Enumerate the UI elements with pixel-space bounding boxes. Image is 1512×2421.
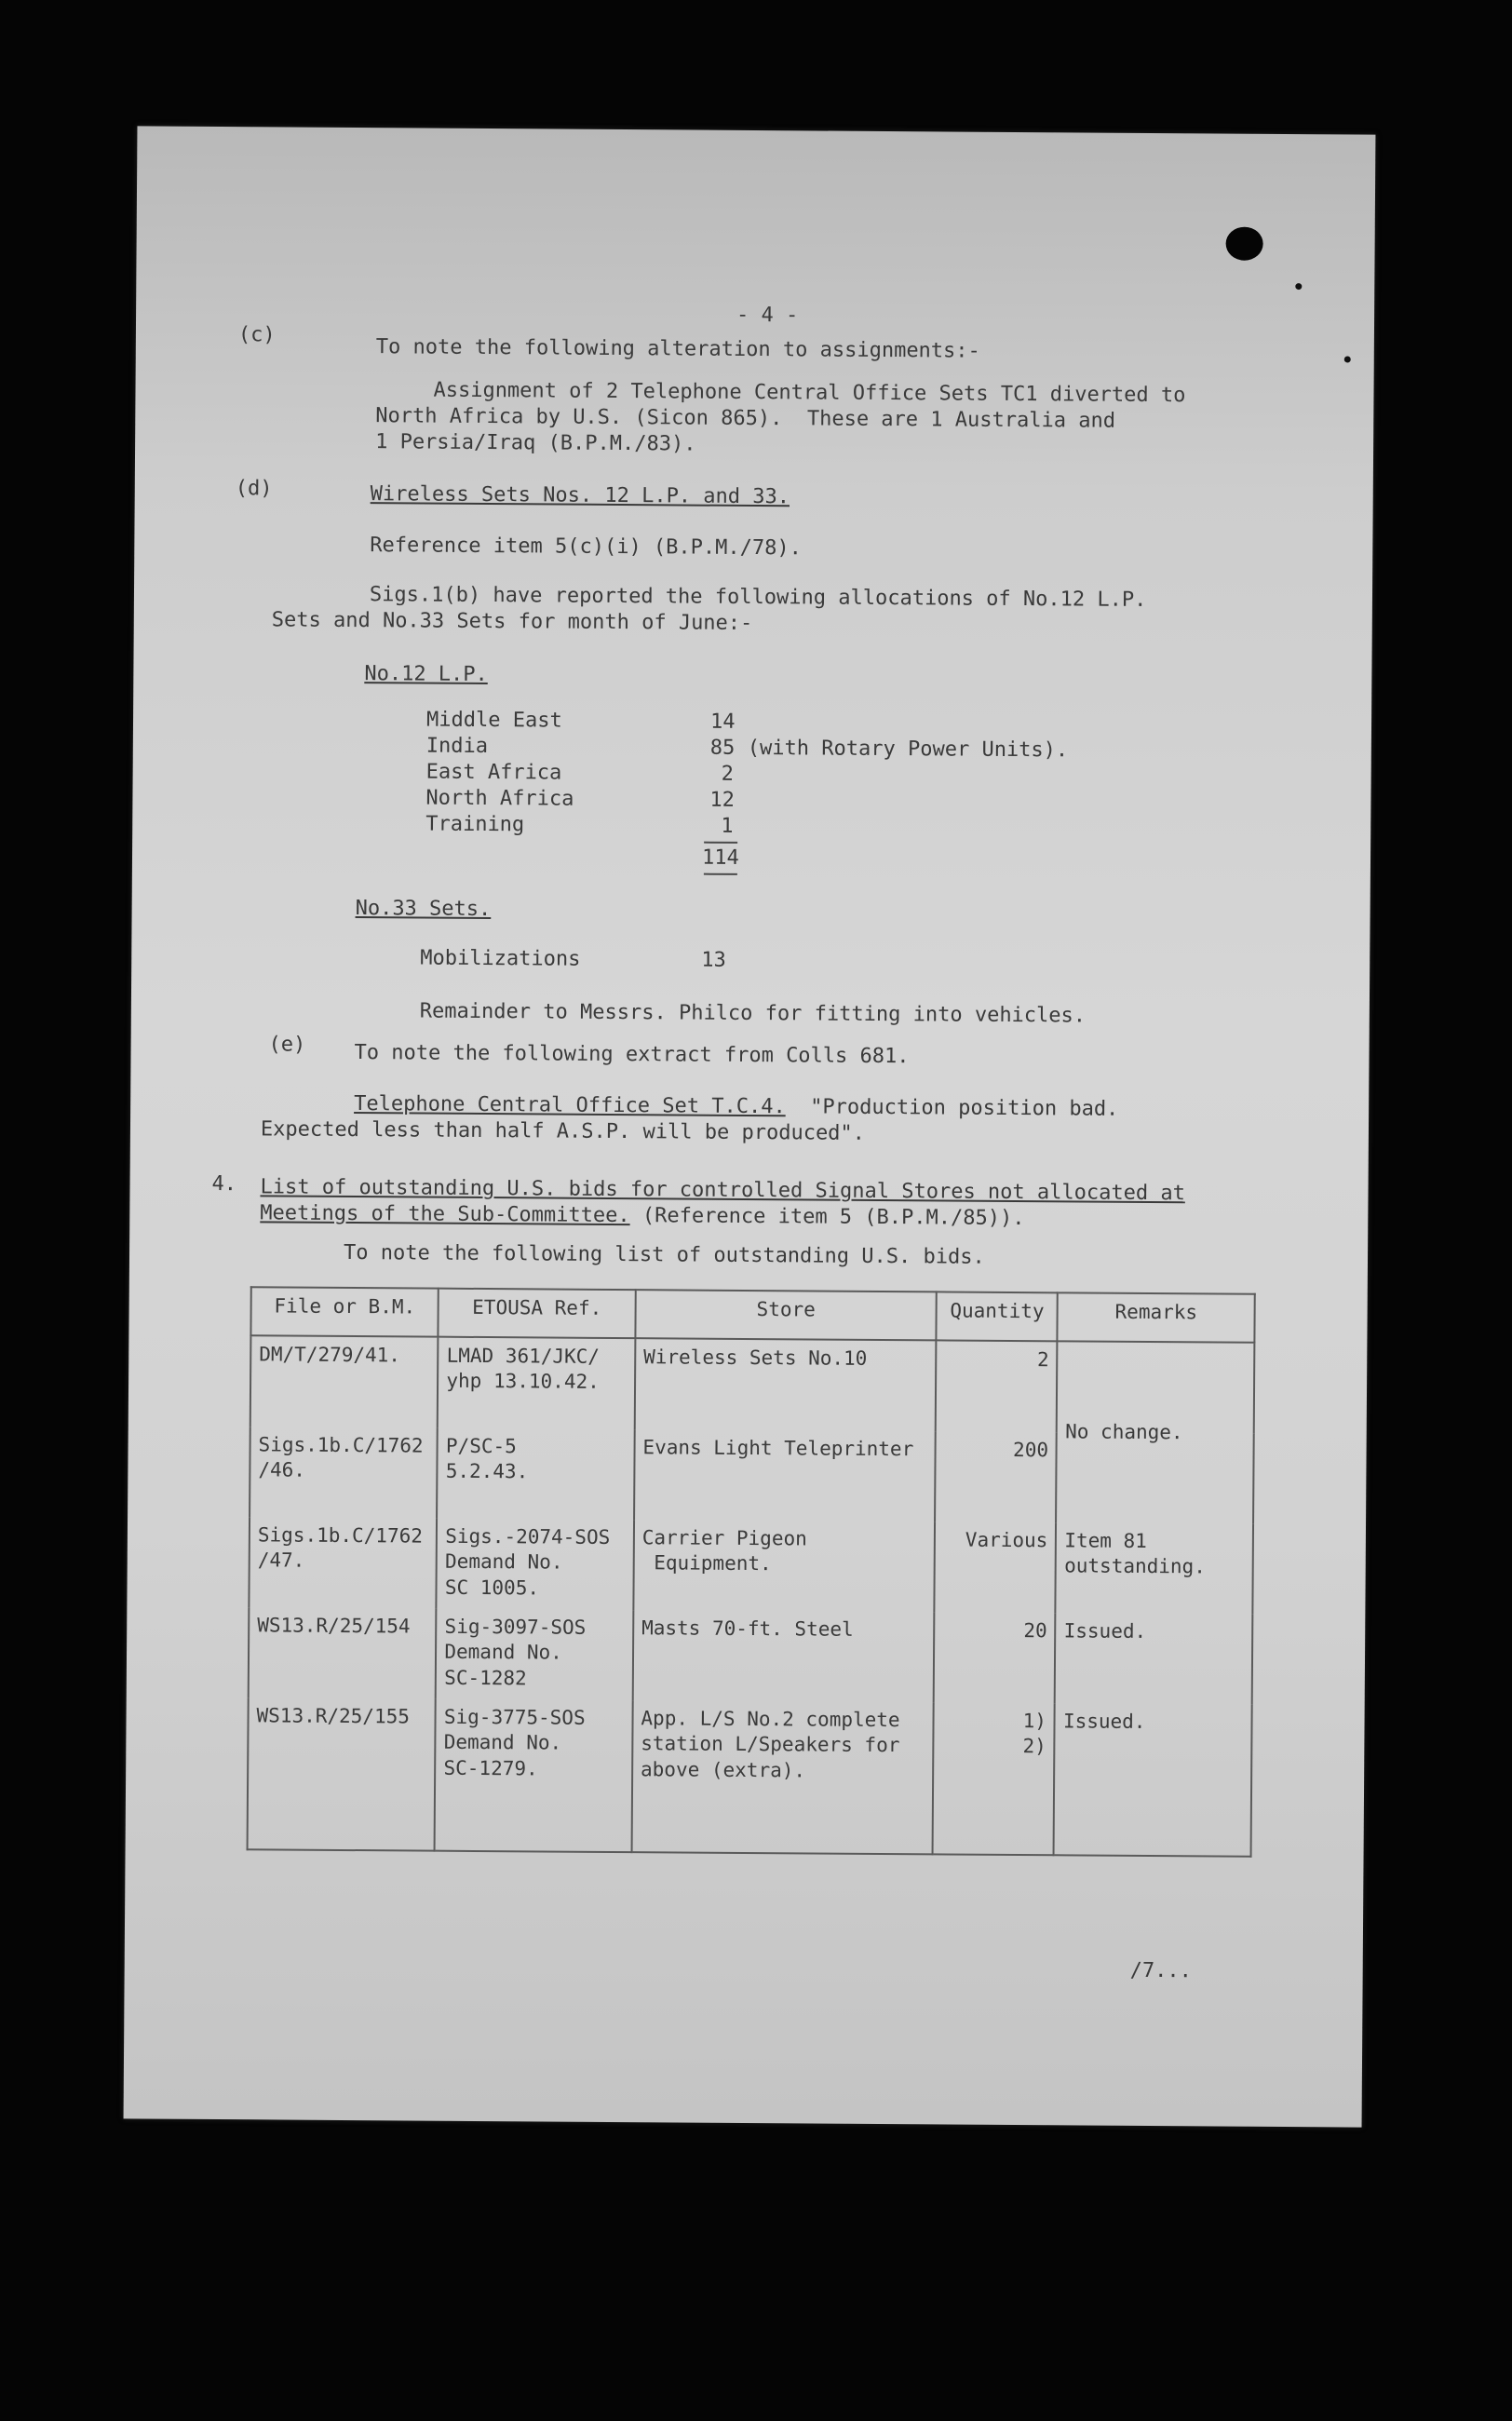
cell-file — [249, 1607, 437, 1698]
speck — [1295, 283, 1302, 290]
cell-remarks — [1056, 1522, 1253, 1614]
cell-text: Sig-3775-SOS — [443, 1705, 586, 1729]
cell-quantity — [933, 1702, 1055, 1855]
cell-ref — [435, 1699, 633, 1852]
outstanding-bids-table — [247, 1286, 1256, 1858]
cell-file — [248, 1697, 436, 1850]
no12-dest: India — [425, 734, 489, 759]
cell-text: LMAD 361/JKC/ — [446, 1344, 601, 1368]
section-c-line: 1 Persia/Iraq (B.P.M./83). — [375, 430, 696, 456]
section-e-intro: To note the following extract from Colls 681. — [354, 1041, 910, 1069]
cell-remarks — [1055, 1613, 1252, 1704]
remainder-text: Remainder to Messrs. Philco for fitting into vehicles. — [419, 999, 1087, 1028]
cell-file — [250, 1335, 439, 1427]
cell-text: Issued. — [1063, 1619, 1147, 1643]
cell-store — [635, 1338, 937, 1431]
cell-quantity — [935, 1522, 1057, 1613]
section-c-marker: (c) — [237, 323, 276, 347]
no12-dest: North Africa — [425, 786, 574, 811]
cell-quantity — [936, 1340, 1058, 1432]
cell-text: 1) — [1022, 1710, 1047, 1733]
cell-text: Sigs.1b.C/1762 — [258, 1433, 424, 1457]
cell-store — [631, 1700, 934, 1854]
continuation-marker: /7... — [1129, 1958, 1193, 1983]
cell-text: SC-1282 — [444, 1666, 527, 1689]
cell-text: station L/Speakers for — [641, 1732, 900, 1757]
no33-qty: 13 — [701, 948, 726, 972]
section-4-marker: 4. — [211, 1171, 237, 1197]
header-remarks: Remarks — [1058, 1292, 1255, 1342]
cell-text: /47. — [257, 1549, 305, 1572]
cell-text: outstanding. — [1064, 1554, 1206, 1578]
section-d-para: Sets and No.33 Sets for month of June:- — [271, 608, 753, 636]
section-e-item-text2: Expected less than half A.S.P. will be produced". — [260, 1117, 866, 1145]
no12-qty: 12 — [709, 788, 736, 812]
cell-ref — [437, 1519, 634, 1610]
speck — [1344, 356, 1351, 362]
cell-text: Demand No. — [444, 1641, 562, 1664]
table-header-row — [250, 1287, 1254, 1343]
cell-text: Wireless Sets No.10 — [643, 1346, 868, 1370]
cell-text: WS13.R/25/154 — [257, 1614, 411, 1638]
cell-quantity — [935, 1431, 1057, 1522]
page-number: - 4 - — [736, 303, 799, 328]
section-c-line: North Africa by U.S. (Sicon 865). These are 1 Australia and — [375, 404, 1116, 433]
cell-text: Sigs.1b.C/1762 — [257, 1523, 424, 1548]
section-e-marker: (e) — [268, 1033, 306, 1057]
cell-text: 2) — [1022, 1735, 1046, 1758]
section-c-line: Assignment of 2 Telephone Central Office Sets TC1 diverted to — [433, 378, 1186, 408]
cell-text: WS13.R/25/155 — [256, 1704, 411, 1728]
cell-text: DM/T/279/41. — [259, 1343, 401, 1367]
table-row — [249, 1607, 1253, 1705]
total-rule — [704, 842, 737, 844]
no12-dest: East Africa — [425, 760, 562, 785]
no12-qty: 14 — [709, 710, 736, 734]
cell-text: Demand No. — [445, 1550, 563, 1574]
cell-text: 20 — [1023, 1619, 1047, 1643]
cell-ref — [438, 1337, 635, 1429]
no12-dest: Training — [425, 812, 525, 837]
section-c-intro: To note the following alteration to assignments:- — [375, 335, 980, 363]
item-heading: Telephone Central Office Set T.C.4. — [354, 1092, 786, 1119]
table-row — [249, 1517, 1253, 1615]
item-text: "Production position bad. — [785, 1095, 1119, 1121]
cell-text: /46. — [258, 1458, 306, 1481]
no33-dest: Mobilizations — [420, 946, 581, 971]
section-d-para: Sigs.1(b) have reported the following allocations of No.12 L.P. — [369, 583, 1147, 612]
section-d-heading: Wireless Sets Nos. 12 L.P. and 33. — [370, 482, 790, 509]
cell-text: Demand No. — [443, 1731, 562, 1754]
cell-quantity — [934, 1612, 1056, 1703]
section-4-title: List of outstanding U.S. bids for controlled Signal Stores not allocated at — [260, 1175, 1185, 1206]
section-d-marker: (d) — [235, 477, 273, 501]
cell-text: Issued. — [1062, 1710, 1146, 1733]
cell-text: Sigs.-2074-SOS — [445, 1524, 611, 1549]
section-4-title-2 — [260, 1200, 1024, 1232]
cell-store — [633, 1520, 935, 1612]
cell-text: Masts 70-ft. Steel — [641, 1616, 854, 1641]
header-file: File or B.M. — [250, 1287, 439, 1336]
section-d-reference: Reference item 5(c)(i) (B.P.M./78). — [370, 534, 803, 561]
cell-file — [249, 1517, 437, 1608]
cell-text: App. L/S No.2 complete — [641, 1707, 900, 1732]
table-row — [250, 1335, 1255, 1434]
cell-text: P/SC-5 — [445, 1434, 517, 1458]
cell-file — [250, 1427, 438, 1518]
cell-text: yhp 13.10.42. — [446, 1370, 600, 1394]
header-ref: ETOUSA Ref. — [439, 1289, 636, 1338]
cell-remarks — [1056, 1341, 1254, 1523]
no12-qty: 1 — [721, 814, 734, 838]
header-quantity: Quantity — [937, 1292, 1059, 1341]
cell-text: Item 81 — [1064, 1529, 1147, 1552]
document-page — [124, 126, 1376, 2127]
total-rule — [704, 873, 737, 875]
header-store: Store — [635, 1290, 937, 1340]
cell-ref — [436, 1609, 633, 1700]
cell-text: Various — [965, 1528, 1048, 1552]
cell-text: Equipment. — [641, 1551, 772, 1576]
no12-total: 114 — [701, 845, 739, 870]
no12-qty: 2 — [721, 762, 734, 786]
table-row — [248, 1697, 1252, 1857]
cell-text: SC-1279. — [443, 1756, 538, 1780]
cell-ref — [437, 1428, 634, 1520]
ink-blot — [1226, 227, 1263, 261]
cell-text: Carrier Pigeon — [641, 1526, 807, 1550]
cell-store — [633, 1610, 935, 1702]
no12-heading: No.12 L.P. — [364, 662, 488, 687]
title-ref: (Reference item 5 (B.P.M./85)). — [641, 1204, 1025, 1231]
cell-text: Evans Light Teleprinter — [642, 1436, 914, 1461]
cell-text: 200 — [1013, 1438, 1049, 1462]
cell-text: 5.2.43. — [445, 1460, 529, 1483]
cell-text: above (extra). — [640, 1757, 806, 1782]
cell-text: Sig-3097-SOS — [444, 1615, 587, 1639]
no12-note: (with Rotary Power Units). — [747, 736, 1069, 763]
cell-remarks — [1054, 1703, 1252, 1856]
no12-qty: 85 — [709, 736, 736, 760]
cell-text: 2 — [1036, 1348, 1049, 1372]
cell-text: SC 1005. — [444, 1576, 540, 1600]
no12-dest: Middle East — [425, 708, 562, 733]
no33-heading: No.33 Sets. — [355, 897, 492, 922]
title-line2: Meetings of the Sub-Committee. — [260, 1201, 630, 1228]
section-4-note: To note the following list of outstanding U.S. bids. — [343, 1240, 985, 1269]
cell-store — [634, 1429, 936, 1522]
cell-text: No change. — [1065, 1420, 1183, 1444]
